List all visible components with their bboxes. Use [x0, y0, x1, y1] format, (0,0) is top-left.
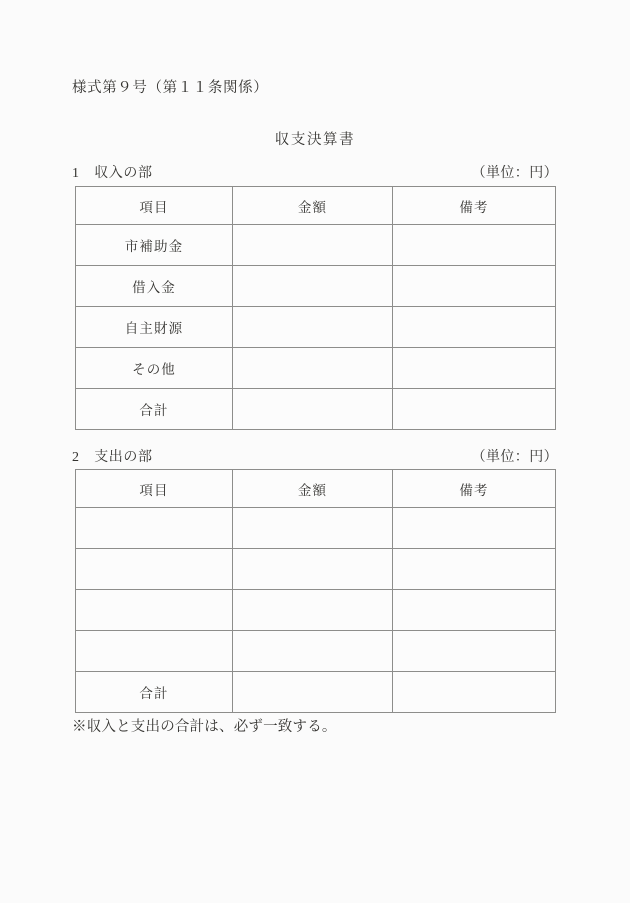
total-row-label: 合計 — [76, 389, 233, 430]
section-unit-income: （単位：円） — [471, 166, 558, 181]
table-row — [76, 348, 556, 389]
table-row-total — [76, 672, 556, 713]
section-unit-expense: （単位：円） — [471, 450, 558, 465]
column-header-amount: 金額 — [233, 187, 393, 225]
table-row-total — [76, 389, 556, 430]
table-row — [76, 307, 556, 348]
table-row — [76, 549, 556, 590]
column-header-item: 項目 — [76, 470, 233, 508]
row-item-cell[interactable] — [76, 508, 233, 549]
table-header-row — [76, 470, 556, 508]
total-row-label: 合計 — [76, 672, 233, 713]
row-note-cell[interactable] — [393, 590, 556, 631]
row-item-label: その他 — [76, 348, 233, 389]
row-note-cell[interactable] — [393, 348, 556, 389]
table-row — [76, 225, 556, 266]
row-item-label: 自主財源 — [76, 307, 233, 348]
total-note-cell[interactable] — [393, 672, 556, 713]
form-number: 様式第９号（第１１条関係） — [72, 80, 269, 96]
row-amount-cell[interactable] — [233, 590, 393, 631]
table-row — [76, 590, 556, 631]
row-amount-cell[interactable] — [233, 307, 393, 348]
row-item-label: 借入金 — [76, 266, 233, 307]
section-heading-income — [72, 162, 558, 182]
document-title: 収支決算書 — [274, 132, 356, 148]
column-header-note: 備考 — [393, 470, 556, 508]
row-amount-cell[interactable] — [233, 508, 393, 549]
row-note-cell[interactable] — [393, 307, 556, 348]
column-header-note: 備考 — [393, 187, 556, 225]
row-note-cell[interactable] — [393, 266, 556, 307]
table-row — [76, 631, 556, 672]
row-amount-cell[interactable] — [233, 348, 393, 389]
row-amount-cell[interactable] — [233, 225, 393, 266]
footnote: ※収入と支出の合計は、必ず一致する。 — [72, 719, 337, 735]
row-item-cell[interactable] — [76, 590, 233, 631]
income-table — [75, 186, 556, 430]
row-item-cell[interactable] — [76, 631, 233, 672]
column-header-amount: 金額 — [233, 470, 393, 508]
row-item-label: 市補助金 — [76, 225, 233, 266]
total-amount-cell[interactable] — [233, 389, 393, 430]
section-heading-expense — [72, 446, 558, 466]
row-note-cell[interactable] — [393, 508, 556, 549]
row-amount-cell[interactable] — [233, 266, 393, 307]
section-label-income: 1 収入の部 — [72, 166, 153, 181]
table-header-row — [76, 187, 556, 225]
expense-table — [75, 469, 556, 713]
row-note-cell[interactable] — [393, 549, 556, 590]
row-note-cell[interactable] — [393, 225, 556, 266]
table-row — [76, 266, 556, 307]
row-item-cell[interactable] — [76, 549, 233, 590]
table-row — [76, 508, 556, 549]
row-note-cell[interactable] — [393, 631, 556, 672]
total-note-cell[interactable] — [393, 389, 556, 430]
column-header-item: 項目 — [76, 187, 233, 225]
row-amount-cell[interactable] — [233, 549, 393, 590]
section-label-expense: 2 支出の部 — [72, 450, 153, 465]
row-amount-cell[interactable] — [233, 631, 393, 672]
total-amount-cell[interactable] — [233, 672, 393, 713]
